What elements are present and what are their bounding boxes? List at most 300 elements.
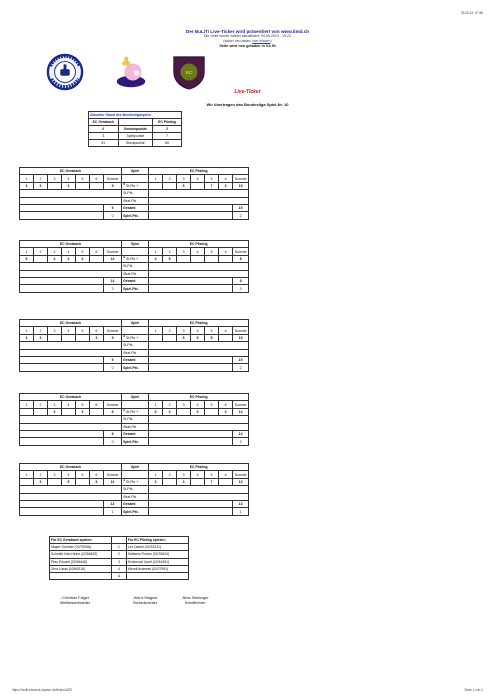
game-left-end-score — [62, 334, 76, 341]
game-col-header: 6 — [90, 175, 104, 182]
game-col-header: 3 — [48, 327, 62, 334]
game-left-end-score: 13 — [104, 478, 122, 485]
game-col-header: 1 — [20, 471, 34, 478]
game-empty — [149, 423, 249, 430]
players-right-header: Für EC Pilsting spielen: — [126, 537, 188, 544]
game-col-header: Summe — [233, 248, 249, 255]
game-col-header: 3 — [48, 175, 62, 182]
signature-role: Schiedsrichter — [132, 601, 158, 605]
game-table-block — [19, 393, 248, 446]
game-col-header: Summe — [233, 175, 249, 182]
player-right: Schimnad Josef (02/61651) — [126, 558, 188, 565]
game-left-spielpkt: 2 — [104, 285, 122, 292]
game-left-end-score: 3 — [34, 334, 48, 341]
game-right-end-score — [163, 334, 177, 341]
game-left-end-score: 5 — [90, 478, 104, 485]
game-team-left: EC Gerabach — [20, 320, 122, 327]
signature-role: Wettbewerbsleiter — [59, 601, 91, 605]
game-empty — [149, 277, 233, 284]
game-right-end-score — [149, 182, 163, 189]
game-empty — [20, 342, 122, 349]
game-right-end-score: 7 — [205, 182, 219, 189]
game-col-header: 4 — [191, 471, 205, 478]
game-col-header: 6 — [219, 401, 233, 408]
reload-prefix: (sofort neu laden: — [223, 39, 253, 43]
game-table — [19, 240, 249, 293]
game-left-end-score: 5 — [62, 478, 76, 485]
standing-caption: Aktueller Stand des Bundesligaspiels: — [89, 112, 182, 119]
game-spacer — [122, 327, 149, 334]
game-number: 3 — [123, 334, 125, 339]
game-right-end-score: 5 — [177, 182, 191, 189]
game-col-header: 4 — [191, 175, 205, 182]
game-right-end-score — [191, 182, 205, 189]
game-right-end-score — [163, 478, 177, 485]
player-left — [50, 572, 112, 579]
strafe-label: Straf-Pkt — [122, 493, 149, 500]
reload-suffix: ) — [270, 39, 272, 43]
standing-left-value: 3 — [89, 133, 119, 140]
game-spiel-header: Spiel — [122, 168, 149, 175]
player-position: 2 — [112, 551, 126, 558]
game-col-header: 5 — [76, 471, 90, 478]
standing-row — [89, 133, 182, 140]
spielpkt-label: Spiel-Pkt. — [122, 212, 149, 219]
game-team-right: EC Pilsting — [149, 241, 249, 248]
game-col-header: 4 — [191, 327, 205, 334]
stpkt-minus-label: St-Pkt - — [122, 263, 149, 270]
game-col-header: 4 — [191, 248, 205, 255]
game-number: 1 — [123, 478, 125, 483]
stpkt-minus-label: St-Pkt - — [122, 416, 149, 423]
game-col-header: 5 — [76, 401, 90, 408]
stpkt-plus-label: St-Pkt + — [125, 335, 139, 340]
page-header — [0, 29, 495, 49]
game-empty — [149, 430, 233, 437]
game-team-left: EC Gerabach — [20, 394, 122, 401]
game-empty — [20, 438, 104, 445]
game-col-header: 4 — [62, 175, 76, 182]
game-col-header: 2 — [163, 401, 177, 408]
game-right-end-score — [163, 182, 177, 189]
game-score-row — [20, 255, 249, 262]
game-right-end-score: 15 — [233, 334, 249, 341]
player-position: 4 — [112, 565, 126, 572]
game-right-end-score: 3 — [163, 408, 177, 415]
game-col-header: 1 — [149, 175, 163, 182]
game-left-spielpkt: 0 — [104, 212, 122, 219]
game-right-end-score — [191, 478, 205, 485]
standing-row — [89, 140, 182, 147]
header-title: Der BuLiTi Live-Ticker wird präsentiert von www.timd.ch — [185, 29, 310, 34]
game-team-right: EC Pilsting — [149, 168, 249, 175]
stpkt-plus-label: St-Pkt + — [125, 183, 139, 188]
game-empty — [20, 212, 104, 219]
game-spiel-header: Spiel — [122, 241, 149, 248]
game-empty — [149, 508, 233, 515]
stpkt-plus-label: St-Pkt + — [125, 479, 139, 484]
gesamt-label: Gesamt — [122, 430, 149, 437]
player-left: Zent Lukas (02/66316) — [50, 565, 112, 572]
game-right-end-score — [219, 478, 233, 485]
game-col-header: Summe — [233, 401, 249, 408]
game-empty — [20, 349, 122, 356]
footer-page-number: Seite 1 von 1 — [464, 688, 483, 692]
standing-label: Spielpunkte — [118, 133, 153, 140]
game-left-total: 6 — [104, 430, 122, 437]
game-col-header: 5 — [205, 248, 219, 255]
game-col-header: 2 — [163, 471, 177, 478]
game-left-end-score: 3 — [48, 408, 62, 415]
player-left: Schedlo Karl-Heinz (02/56632) — [50, 551, 112, 558]
player-position: A — [112, 572, 126, 579]
game-right-end-score: 5 — [163, 255, 177, 262]
game-right-end-score — [177, 408, 191, 415]
reload-link[interactable]: hier klicken — [252, 39, 271, 43]
game-table-block — [19, 319, 248, 372]
game-col-header: 3 — [48, 401, 62, 408]
signature-block — [40, 596, 110, 606]
game-table-block — [19, 167, 248, 220]
game-team-left: EC Gerabach — [20, 464, 122, 471]
print-date: 03.06.19, 07:58 — [460, 11, 483, 15]
game-right-spielpkt: 1 — [233, 508, 249, 515]
player-left: Mayer Günther (02/70056) — [50, 544, 112, 551]
game-empty — [20, 263, 122, 270]
game-left-end-score: 3 — [48, 255, 62, 262]
game-right-total: 13 — [233, 500, 249, 507]
game-team-right: EC Pilsting — [149, 320, 249, 327]
game-col-header: 1 — [149, 248, 163, 255]
game-empty — [149, 493, 249, 500]
game-right-end-score — [205, 255, 219, 262]
game-col-header: 2 — [34, 401, 48, 408]
game-empty — [149, 212, 233, 219]
game-stpkt-plus — [122, 334, 149, 341]
standing-spacer — [118, 119, 153, 126]
game-left-end-score — [62, 408, 76, 415]
game-spacer — [122, 471, 149, 478]
spiel-number: Wir übertragen das Bundesliga Spiel-Nr. 10 — [206, 102, 289, 107]
signature-name: -Nina Steininger — [181, 596, 209, 600]
game-empty — [149, 356, 233, 363]
game-left-end-score — [20, 408, 34, 415]
game-empty — [149, 190, 249, 197]
gesamt-label: Gesamt — [122, 204, 149, 211]
game-spiel-header: Spiel — [122, 394, 149, 401]
game-right-end-score: 13 — [233, 478, 249, 485]
player-right: Lex Daniel (02/33231) — [126, 544, 188, 551]
players-left-header: Für EC Gerabach spielen: — [50, 537, 112, 544]
game-team-right: EC Pilsting — [149, 394, 249, 401]
game-col-header: 5 — [205, 401, 219, 408]
strafe-label: Straf-Pkt — [122, 197, 149, 204]
game-col-header: 1 — [20, 175, 34, 182]
live-ticker-title: Live-Ticker — [234, 89, 261, 95]
game-left-end-score: 3 — [20, 334, 34, 341]
game-col-header: 6 — [219, 471, 233, 478]
game-left-end-score: 3 — [34, 478, 48, 485]
standing-team-left: EC Gerabach — [89, 119, 119, 126]
stpkt-minus-label: St-Pkt - — [122, 190, 149, 197]
player-position: 3 — [112, 558, 126, 565]
standing-left-value: 51 — [89, 140, 119, 147]
signature-role: Schriftführer — [184, 601, 206, 605]
game-left-total: 14 — [104, 277, 122, 284]
game-col-header: 3 — [177, 471, 191, 478]
game-col-header: Summe — [104, 175, 122, 182]
game-spiel-header: Spiel — [122, 464, 149, 471]
game-left-end-score: 3 — [90, 334, 104, 341]
game-left-end-score — [48, 334, 62, 341]
game-col-header: 1 — [149, 327, 163, 334]
game-col-header: 4 — [62, 248, 76, 255]
header-updated: Die Seite wurde zuletzt aktualisiert: 04.05.2019 - 19:22 — [203, 34, 292, 38]
game-col-header: 5 — [76, 248, 90, 255]
standing-team-right: EC Pilsting — [153, 119, 182, 126]
game-left-spielpkt: 0 — [104, 438, 122, 445]
game-right-end-score — [205, 408, 219, 415]
standing-right-value: 65 — [153, 140, 182, 147]
game-col-header: 6 — [90, 248, 104, 255]
game-col-header: 3 — [177, 401, 191, 408]
game-score-row — [20, 182, 249, 189]
game-score-row — [20, 408, 249, 415]
game-stpkt-plus — [122, 255, 149, 262]
game-empty — [20, 486, 122, 493]
players-table — [49, 536, 189, 580]
game-empty — [149, 500, 233, 507]
game-left-spielpkt: 1 — [104, 508, 122, 515]
game-col-header: Summe — [104, 401, 122, 408]
game-table — [19, 463, 249, 516]
game-col-header: 5 — [76, 175, 90, 182]
game-right-end-score: 3 — [219, 408, 233, 415]
game-empty — [20, 500, 104, 507]
game-right-end-score: 3 — [219, 182, 233, 189]
game-col-header: 6 — [90, 471, 104, 478]
game-stpkt-plus — [122, 182, 149, 189]
standing-row — [89, 126, 182, 133]
game-col-header: 5 — [76, 327, 90, 334]
game-col-header: 2 — [34, 175, 48, 182]
game-empty — [20, 204, 104, 211]
player-row — [50, 551, 189, 558]
standing-right-value: 7 — [153, 133, 182, 140]
game-right-end-score — [191, 255, 205, 262]
game-spiel-header: Spiel — [122, 320, 149, 327]
game-right-spielpkt: 2 — [233, 364, 249, 371]
game-empty — [149, 416, 249, 423]
game-right-end-score: 3 — [149, 255, 163, 262]
game-col-header: 3 — [48, 471, 62, 478]
signature-name: -Christian Folger — [60, 596, 90, 600]
standing-label: Stockpunkte — [118, 140, 153, 147]
game-empty — [149, 438, 233, 445]
game-col-header: Summe — [104, 327, 122, 334]
stpkt-minus-label: St-Pkt - — [122, 486, 149, 493]
game-col-header: 2 — [34, 327, 48, 334]
game-right-total: 15 — [233, 204, 249, 211]
game-empty — [20, 356, 104, 363]
game-score-row — [20, 478, 249, 485]
game-number: 2 — [123, 408, 125, 413]
game-stpkt-plus — [122, 478, 149, 485]
pilsting-logo — [170, 53, 208, 91]
gerabach-logo — [46, 53, 84, 91]
game-col-header: 2 — [163, 175, 177, 182]
game-left-end-score: 3 — [76, 255, 90, 262]
game-left-end-score — [34, 255, 48, 262]
signature-name: -Heinz Wagner — [132, 596, 158, 600]
game-left-end-score: 3 — [20, 182, 34, 189]
game-left-end-score — [48, 182, 62, 189]
game-empty — [20, 364, 104, 371]
game-spacer — [122, 175, 149, 182]
game-spacer — [122, 248, 149, 255]
game-team-left: EC Gerabach — [20, 168, 122, 175]
stpkt-minus-label: St-Pkt - — [122, 342, 149, 349]
game-right-end-score: 5 — [177, 334, 191, 341]
game-col-header: Summe — [104, 471, 122, 478]
game-col-header: 6 — [90, 401, 104, 408]
game-right-end-score: 7 — [205, 478, 219, 485]
game-col-header: 3 — [48, 248, 62, 255]
player-right: Wendt Andreas (02/27991) — [126, 565, 188, 572]
game-right-end-score: 5 — [205, 334, 219, 341]
spielpkt-label: Spiel-Pkt. — [122, 364, 149, 371]
footer-url: https://buliti.eisstock-bayern.de/ticker/id/32 — [12, 688, 73, 692]
game-right-total: 14 — [233, 430, 249, 437]
game-col-header: 5 — [205, 471, 219, 478]
strafe-label: Straf-Pkt — [122, 423, 149, 430]
game-left-end-score — [90, 182, 104, 189]
game-col-header: 2 — [34, 248, 48, 255]
strafe-label: Straf-Pkt — [122, 270, 149, 277]
player-row — [50, 558, 189, 565]
game-right-end-score — [177, 255, 191, 262]
game-empty — [20, 277, 104, 284]
game-col-header: Summe — [233, 471, 249, 478]
game-left-end-score: 3 — [62, 182, 76, 189]
player-row — [50, 572, 189, 579]
game-empty — [149, 204, 233, 211]
game-col-header: 3 — [177, 175, 191, 182]
player-left: Pfau Eduard (02/64648) — [50, 558, 112, 565]
game-col-header: 4 — [62, 327, 76, 334]
game-right-end-score: 14 — [233, 408, 249, 415]
game-right-end-score — [149, 334, 163, 341]
game-col-header: 6 — [219, 327, 233, 334]
signature-block — [160, 596, 230, 606]
game-left-end-score — [76, 478, 90, 485]
game-left-end-score — [90, 255, 104, 262]
game-left-end-score: 9 — [104, 334, 122, 341]
game-table — [19, 167, 249, 220]
game-empty — [149, 364, 233, 371]
game-stpkt-plus — [122, 408, 149, 415]
game-left-end-score: 14 — [104, 255, 122, 262]
standing-left-value: 0 — [89, 126, 119, 133]
game-left-end-score — [90, 408, 104, 415]
game-col-header: Summe — [233, 327, 249, 334]
player-position: 1 — [112, 544, 126, 551]
spielpkt-label: Spiel-Pkt. — [122, 508, 149, 515]
game-col-header: 1 — [20, 248, 34, 255]
game-right-spielpkt: 2 — [233, 438, 249, 445]
game-left-end-score — [34, 408, 48, 415]
game-team-right: EC Pilsting — [149, 464, 249, 471]
game-team-left: EC Gerabach — [20, 241, 122, 248]
stpkt-plus-label: St-Pkt + — [125, 256, 139, 261]
game-empty — [149, 349, 249, 356]
game-number: 4 — [123, 255, 125, 260]
game-right-spielpkt: 2 — [233, 212, 249, 219]
strafe-label: Straf-Pkt — [122, 349, 149, 356]
svg-text:EC: EC — [185, 70, 193, 76]
game-col-header: 5 — [205, 175, 219, 182]
game-right-end-score: 3 — [191, 408, 205, 415]
game-number: 5 — [123, 182, 125, 187]
game-col-header: 5 — [205, 327, 219, 334]
game-empty — [20, 270, 122, 277]
game-col-header: 4 — [62, 401, 76, 408]
game-empty — [20, 416, 122, 423]
game-col-header: 1 — [149, 471, 163, 478]
game-left-total: 9 — [104, 204, 122, 211]
game-empty — [20, 423, 122, 430]
game-left-spielpkt: 0 — [104, 364, 122, 371]
game-empty — [20, 493, 122, 500]
game-right-end-score: 8 — [233, 255, 249, 262]
current-standing-table — [88, 111, 182, 147]
game-empty — [149, 197, 249, 204]
game-col-header: 6 — [90, 327, 104, 334]
game-left-end-score — [48, 478, 62, 485]
standing-label: Gewinnpunkte — [118, 126, 153, 133]
game-right-end-score: 3 — [177, 478, 191, 485]
game-left-end-score: 3 — [76, 408, 90, 415]
game-left-end-score — [76, 182, 90, 189]
game-empty — [149, 263, 249, 270]
gesamt-label: Gesamt — [122, 500, 149, 507]
game-table — [19, 393, 249, 446]
game-left-end-score: 3 — [34, 182, 48, 189]
game-right-end-score — [219, 255, 233, 262]
game-right-end-score — [219, 334, 233, 341]
game-left-end-score — [20, 478, 34, 485]
game-empty — [149, 486, 249, 493]
game-empty — [149, 270, 249, 277]
game-col-header: 4 — [191, 401, 205, 408]
stpkt-plus-label: St-Pkt + — [125, 409, 139, 414]
player-right: Sattweis Florian (02/33624) — [126, 551, 188, 558]
game-empty — [20, 197, 122, 204]
spielpkt-label: Spiel-Pkt. — [122, 438, 149, 445]
game-table-block — [19, 463, 248, 516]
gesamt-label: Gesamt — [122, 277, 149, 284]
game-empty — [149, 342, 249, 349]
game-col-header: 1 — [149, 401, 163, 408]
game-score-row — [20, 334, 249, 341]
game-left-total: 9 — [104, 356, 122, 363]
game-col-header: 2 — [34, 471, 48, 478]
game-right-end-score: 15 — [233, 182, 249, 189]
game-col-header: 2 — [163, 327, 177, 334]
game-empty — [20, 190, 122, 197]
game-left-end-score: 9 — [104, 182, 122, 189]
game-col-header: 1 — [20, 401, 34, 408]
